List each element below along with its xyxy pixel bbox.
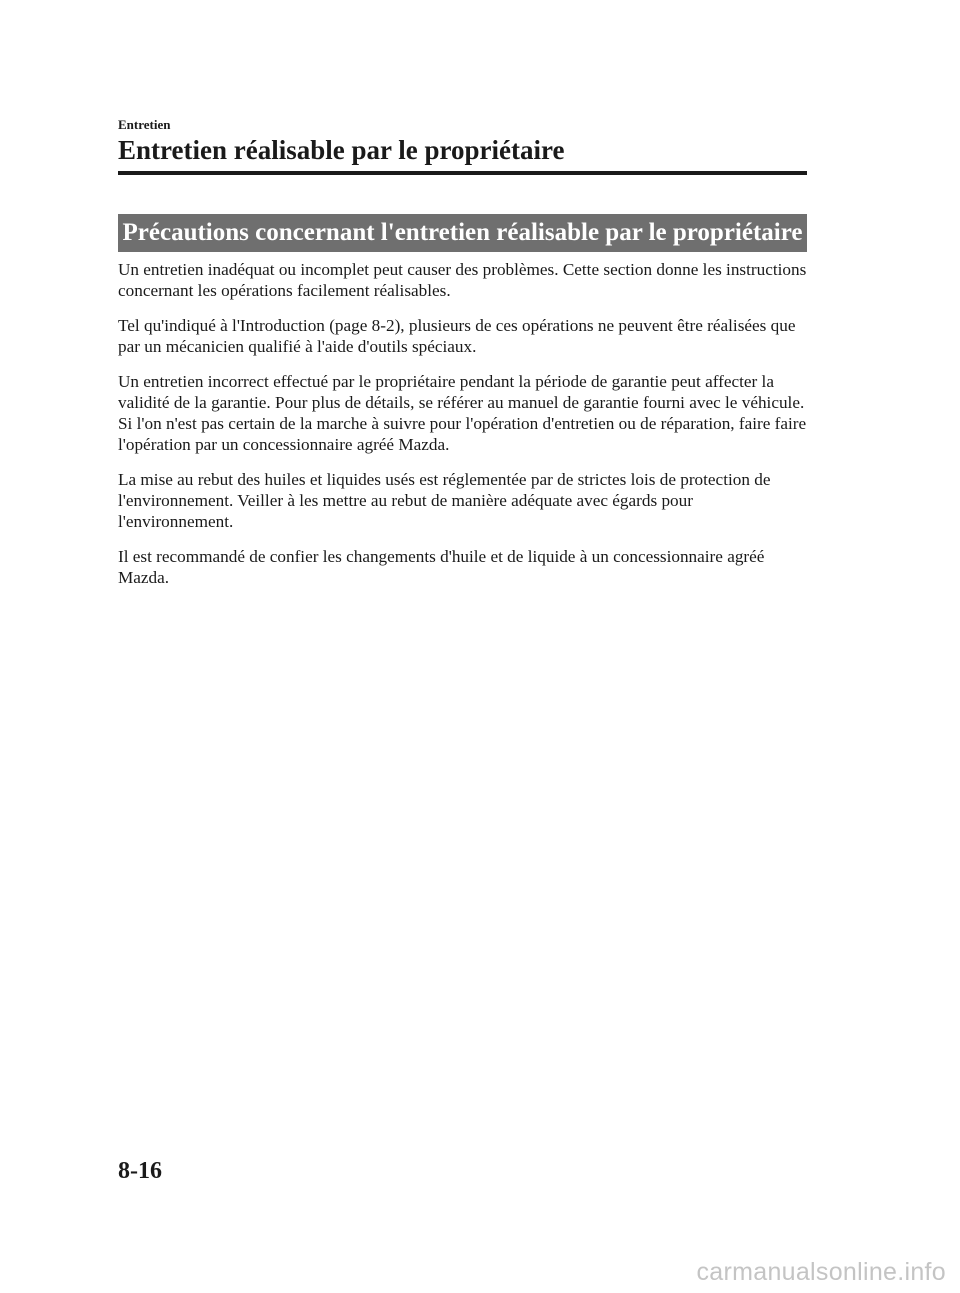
watermark: carmanualsonline.info — [696, 1258, 946, 1286]
content-body — [118, 259, 808, 602]
page-number: 8-16 — [118, 1158, 162, 1184]
paragraph: Un entretien inadéquat ou incomplet peut causer des problèmes. Cette section donne les instructions concernant les opérations facilement réalisables. — [118, 260, 807, 300]
paragraph: Tel qu'indiqué à l'Introduction (page 8-2), plusieurs de ces opérations ne peuvent être réalisées que par un mécanicien qualifié à l'aide d'outils spéciaux. — [118, 316, 796, 356]
paragraph: Il est recommandé de confier les changements d'huile et de liquide à un concessionnaire agréé Mazda. — [118, 547, 765, 587]
section-label: Entretien — [118, 117, 171, 132]
paragraph: Un entretien incorrect effectué par le propriétaire pendant la période de garantie peut affecter la validité de la garantie. Pour plus de détails, se référer au manuel de garantie fourni avec le véhicule. Si l'on n'est pas certain de la marche à suivre pour l'opération d'entretien ou de réparation, faire faire l'opération par un concessionnaire agréé Mazda. — [118, 372, 807, 454]
paragraph: La mise au rebut des huiles et liquides usés est réglementée par de strictes lois de protection de l'environnement. Veiller à les mettre au rebut de manière adéquate avec égards pour l'environnement. — [118, 470, 771, 531]
chapter-title: Entretien réalisable par le propriétaire — [118, 135, 565, 165]
section-banner: Précautions concernant l'entretien réalisable par le propriétaire — [118, 214, 807, 252]
header-rule — [118, 171, 807, 175]
